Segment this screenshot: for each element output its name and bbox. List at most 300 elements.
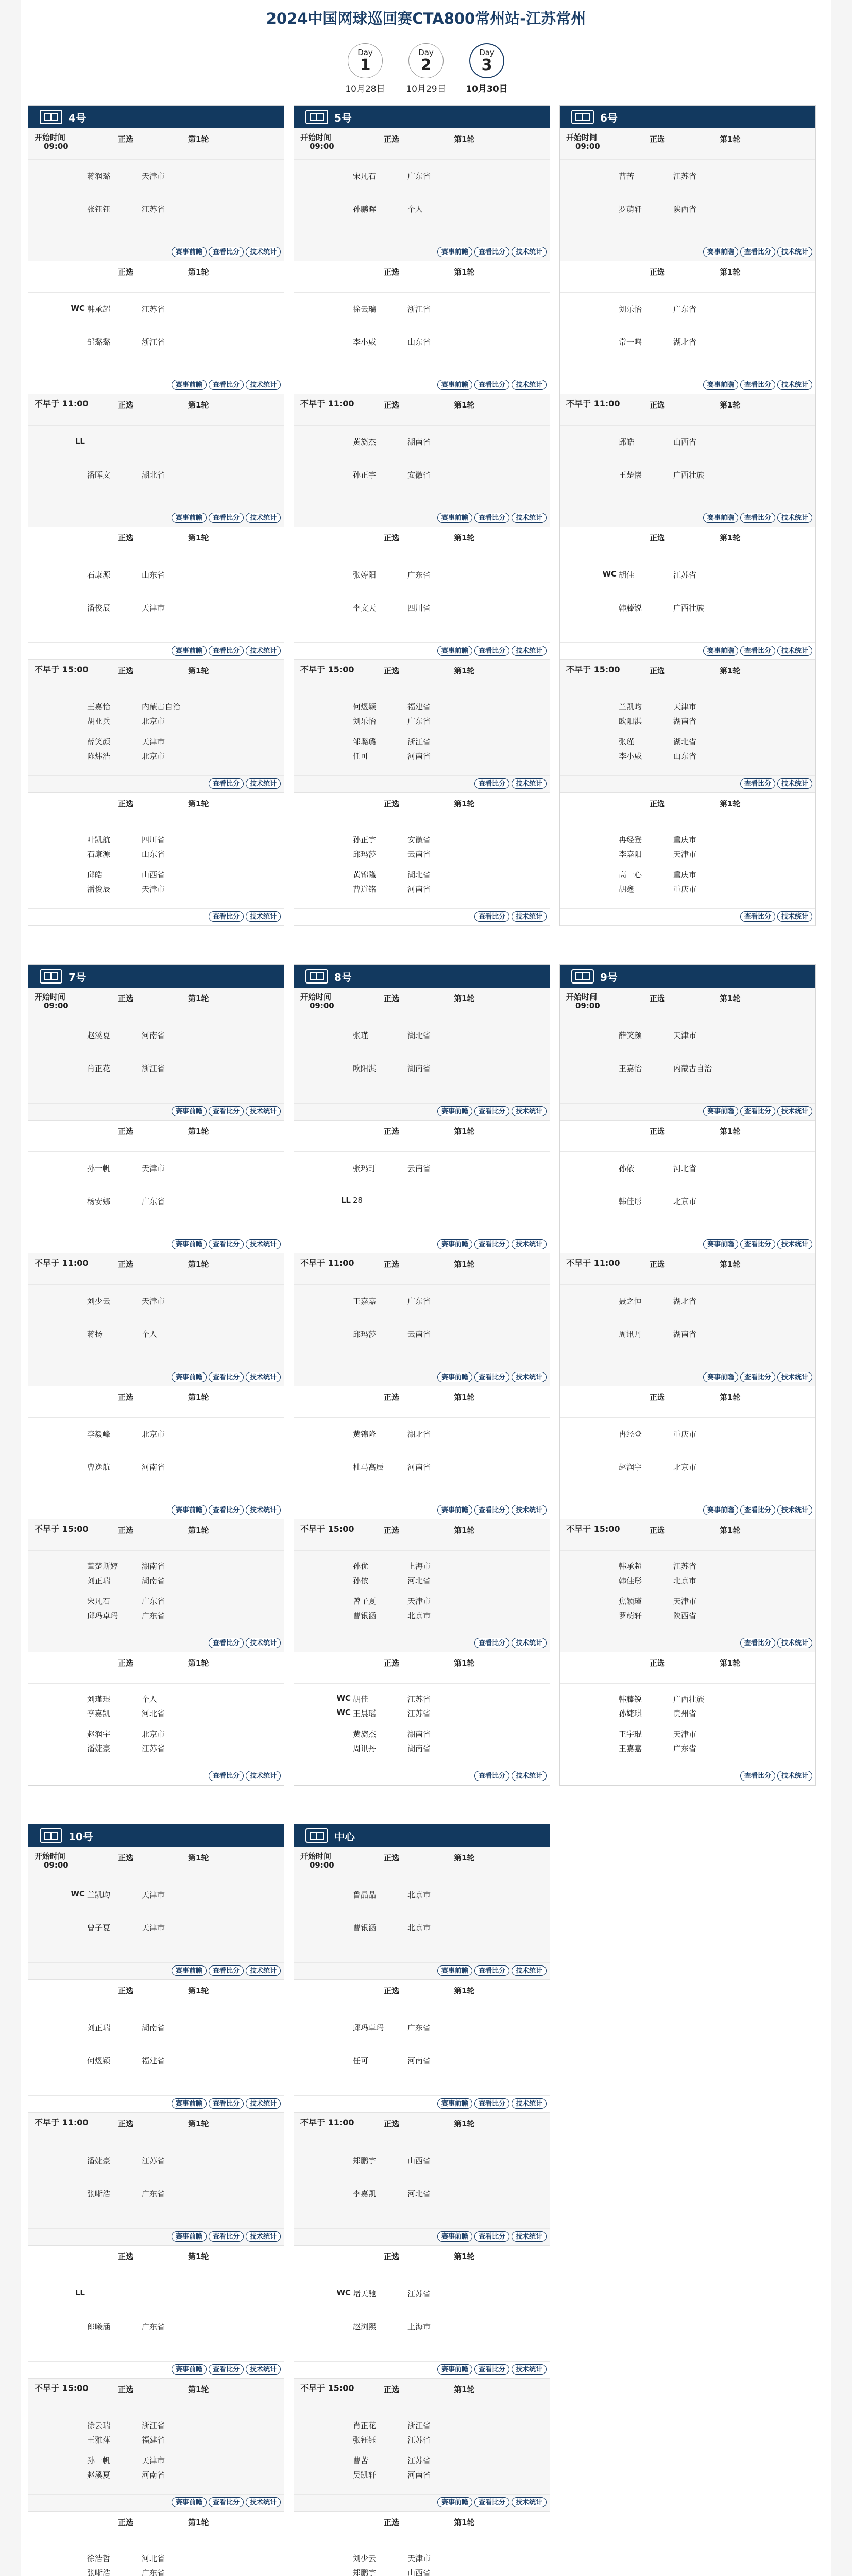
player-name[interactable]: 孙一帆 [87, 2456, 111, 2465]
player-name[interactable]: 韩佳彤 [619, 1576, 642, 1585]
tech-stats-button[interactable]: 技术统计 [512, 2231, 547, 2242]
player-name[interactable]: 周讯丹 [619, 1330, 642, 1339]
player-name[interactable]: 徐云瑞 [353, 304, 377, 314]
court-name: 5号 [334, 111, 352, 124]
tech-stats-button[interactable]: 技术统计 [512, 1638, 547, 1648]
match-actions [172, 513, 281, 523]
tech-stats-button[interactable]: 技术统计 [246, 1505, 281, 1515]
view-score-button[interactable]: 查看比分 [209, 2098, 244, 2109]
player-name[interactable]: 任可 [353, 2056, 369, 2065]
view-score-button[interactable]: 查看比分 [209, 1505, 244, 1515]
player-name[interactable]: 宋凡石 [353, 172, 377, 181]
player-name[interactable]: 邱皓 [619, 437, 635, 447]
player-name[interactable]: 张晰浩 [87, 2189, 111, 2198]
tech-stats-button[interactable]: 技术统计 [777, 380, 812, 390]
player-name[interactable]: 董楚斯婷 [87, 1562, 118, 1571]
player-name[interactable]: 胡亚兵 [87, 717, 111, 726]
match-actions [437, 2098, 547, 2109]
match-preview-button[interactable]: 赛事前瞻 [437, 1372, 472, 1382]
match-card [294, 261, 550, 394]
match-preview-button[interactable]: 赛事前瞻 [172, 2364, 207, 2375]
player-name[interactable]: 鲁晶晶 [353, 1890, 377, 1900]
player-name[interactable]: 孙正宇 [353, 470, 377, 480]
match-preview-button[interactable]: 赛事前瞻 [172, 1505, 207, 1515]
tech-stats-button[interactable]: 技术统计 [777, 1239, 812, 1249]
player-name[interactable]: 何煜颖 [87, 2056, 111, 2065]
view-score-button[interactable]: 查看比分 [209, 911, 244, 922]
tech-stats-button[interactable]: 技术统计 [512, 513, 547, 523]
tech-stats-button[interactable]: 技术统计 [512, 1106, 547, 1116]
player-name[interactable]: 王宇琨 [619, 1730, 642, 1739]
player-name[interactable]: 胡佳 [619, 570, 635, 580]
tech-stats-button[interactable]: 技术统计 [512, 380, 547, 390]
view-score-button[interactable]: 查看比分 [209, 1771, 244, 1781]
player-name[interactable]: 兰凯昀 [619, 702, 642, 711]
player-name[interactable]: 蒋润璐 [87, 172, 111, 181]
match-card [560, 1253, 815, 1386]
view-score-button[interactable]: 查看比分 [740, 646, 775, 656]
player-name[interactable]: 潘俊辰 [87, 603, 111, 613]
match-preview-button[interactable]: 赛事前瞻 [703, 1505, 738, 1515]
player-province: 江苏省 [142, 2156, 165, 2165]
tech-stats-button[interactable]: 技术统计 [246, 1965, 281, 1976]
tech-stats-button[interactable]: 技术统计 [246, 1239, 281, 1249]
player-name[interactable]: 潘婕豪 [87, 1744, 111, 1753]
player-name[interactable]: 张钰钰 [87, 205, 111, 214]
court-header [560, 965, 815, 988]
player-name[interactable]: 张婷阳 [353, 570, 377, 580]
match-preview-button[interactable]: 赛事前瞻 [172, 1965, 207, 1976]
player-name[interactable]: 赵溪夏 [87, 1031, 111, 1040]
view-score-button[interactable]: 查看比分 [209, 1372, 244, 1382]
match-actions [703, 646, 812, 656]
player-name[interactable]: 王晨瑶 [353, 1709, 377, 1718]
view-score-button[interactable]: 查看比分 [740, 1771, 775, 1781]
tech-stats-button[interactable]: 技术统计 [246, 1771, 281, 1781]
player-name[interactable]: 赵浏熙 [353, 2322, 377, 2331]
match-preview-button[interactable]: 赛事前瞻 [172, 513, 207, 523]
player-name[interactable]: 李嘉凯 [87, 1709, 111, 1718]
view-score-button[interactable]: 查看比分 [740, 380, 775, 390]
player-name[interactable]: 28 [353, 1196, 363, 1205]
match-preview-button[interactable]: 赛事前瞻 [703, 1106, 738, 1116]
match-preview-button[interactable]: 赛事前瞻 [172, 2231, 207, 2242]
match-round: 第1轮 [188, 1260, 209, 1269]
player-name[interactable]: 冉经登 [619, 1430, 642, 1439]
player-name[interactable]: 李毅峰 [87, 1430, 111, 1439]
player-name[interactable]: 徐云瑞 [87, 2421, 111, 2430]
view-score-button[interactable]: 查看比分 [740, 513, 775, 523]
player-name[interactable]: 何煜颖 [353, 702, 377, 711]
player-name[interactable]: 曹银涵 [353, 1923, 377, 1933]
players-list [294, 827, 550, 904]
view-score-button[interactable]: 查看比分 [209, 247, 244, 257]
view-score-button[interactable]: 查看比分 [740, 1239, 775, 1249]
player-name[interactable]: 邱玛莎 [353, 1330, 377, 1339]
tech-stats-button[interactable]: 技术统计 [512, 1965, 547, 1976]
player-name[interactable]: 刘正瑞 [87, 1576, 111, 1585]
match-preview-button[interactable]: 赛事前瞻 [172, 2098, 207, 2109]
tech-stats-button[interactable]: 技术统计 [777, 513, 812, 523]
divider [294, 2228, 550, 2229]
player-name[interactable]: 张瑾 [619, 737, 635, 747]
tech-stats-button[interactable]: 技术统计 [777, 1638, 812, 1648]
player-name[interactable]: 曹苦 [619, 172, 635, 181]
player-province: 福建省 [142, 2435, 165, 2445]
player-name[interactable]: 邱玛卓玛 [87, 1611, 118, 1620]
tech-stats-button[interactable]: 技术统计 [512, 646, 547, 656]
player-name[interactable]: 邱皓 [87, 870, 103, 879]
view-score-button[interactable]: 查看比分 [209, 2497, 244, 2507]
players-list [560, 694, 815, 771]
player-name[interactable]: 孙正宇 [353, 835, 377, 844]
tech-stats-button[interactable]: 技术统计 [512, 911, 547, 922]
player-name[interactable]: 韩承超 [619, 1562, 642, 1571]
match-preview-button[interactable]: 赛事前瞻 [437, 513, 472, 523]
tech-stats-button[interactable]: 技术统计 [777, 778, 812, 789]
player-name[interactable]: 罗萌轩 [619, 1611, 642, 1620]
player-name[interactable]: 韩承超 [87, 304, 111, 314]
tech-stats-button[interactable]: 技术统计 [246, 513, 281, 523]
day-tab-1[interactable] [342, 43, 389, 94]
player-name[interactable]: 薛笑颜 [87, 737, 111, 747]
player-name[interactable]: 李小威 [353, 337, 377, 347]
player-name[interactable]: 潘晖文 [87, 470, 111, 480]
match-actions [437, 247, 547, 257]
player-name[interactable]: 兰凯昀 [87, 1890, 111, 1900]
player-name[interactable]: 欧阳淇 [353, 1064, 377, 1073]
court-name: 9号 [600, 971, 618, 984]
player-name[interactable]: 张钰钰 [353, 2435, 377, 2445]
view-score-button[interactable]: 查看比分 [740, 1106, 775, 1116]
tech-stats-button[interactable]: 技术统计 [512, 778, 547, 789]
player-name[interactable]: 张晰浩 [87, 2568, 111, 2576]
player-name[interactable]: 曹道铭 [353, 885, 377, 894]
player-province: 河南省 [407, 2470, 431, 2480]
tech-stats-button[interactable]: 技术统计 [777, 1505, 812, 1515]
player-name[interactable]: 肖正花 [353, 2421, 377, 2430]
match-preview-button[interactable]: 赛事前瞻 [703, 513, 738, 523]
tech-stats-button[interactable]: 技术统计 [246, 1638, 281, 1648]
player-name[interactable]: 聂之恒 [619, 1297, 642, 1306]
player-name[interactable]: 韩佳彤 [619, 1197, 642, 1206]
view-score-button[interactable]: 查看比分 [740, 247, 775, 257]
match-preview-button[interactable]: 赛事前瞻 [172, 2497, 207, 2507]
player-name[interactable]: 石康源 [87, 570, 111, 580]
match-preview-button[interactable]: 赛事前瞻 [437, 2231, 472, 2242]
tech-stats-button[interactable]: 技术统计 [777, 911, 812, 922]
player-name[interactable]: 刘乐怡 [353, 717, 377, 726]
tech-stats-button[interactable]: 技术统计 [246, 1106, 281, 1116]
tech-stats-button[interactable]: 技术统计 [777, 1372, 812, 1382]
tech-stats-button[interactable]: 技术统计 [246, 2497, 281, 2507]
day-circle[interactable] [469, 43, 504, 78]
player-name[interactable]: 黄旖杰 [353, 437, 377, 447]
match-preview-button[interactable]: 赛事前瞻 [437, 2098, 472, 2109]
player-name[interactable]: 孙一帆 [87, 1164, 111, 1173]
match-card [294, 660, 550, 793]
divider [560, 159, 815, 160]
view-score-button[interactable]: 查看比分 [474, 1505, 509, 1515]
tech-stats-button[interactable]: 技术统计 [512, 1505, 547, 1515]
view-score-button[interactable]: 查看比分 [209, 1638, 244, 1648]
player-name[interactable]: 孙婕琪 [619, 1709, 642, 1718]
view-score-button[interactable]: 查看比分 [209, 513, 244, 523]
tech-stats-button[interactable]: 技术统计 [246, 2364, 281, 2375]
player-name[interactable]: 李小威 [619, 752, 642, 761]
player-name[interactable]: 周讯丹 [353, 1744, 377, 1753]
view-score-button[interactable]: 查看比分 [474, 911, 509, 922]
player-name[interactable]: 赵润宇 [87, 1730, 111, 1739]
player-name[interactable]: 郑鹏宇 [353, 2568, 377, 2576]
player-name[interactable]: 王雅萍 [87, 2435, 111, 2445]
match-preview-button[interactable]: 赛事前瞻 [437, 1965, 472, 1976]
tech-stats-button[interactable]: 技术统计 [512, 2497, 547, 2507]
player-province: 广东省 [142, 2568, 165, 2576]
match-preview-button[interactable]: 赛事前瞻 [437, 1106, 472, 1116]
view-score-button[interactable]: 查看比分 [474, 1372, 509, 1382]
player-name[interactable]: 杜马高辰 [353, 1463, 384, 1472]
view-score-button[interactable]: 查看比分 [209, 1106, 244, 1116]
player-name[interactable]: 肖正花 [87, 1064, 111, 1073]
match-preview-button[interactable]: 赛事前瞻 [703, 247, 738, 257]
tech-stats-button[interactable]: 技术统计 [246, 1372, 281, 1382]
start-label: 不早于 15:00 [566, 1524, 620, 1534]
view-score-button[interactable]: 查看比分 [740, 1638, 775, 1648]
match-header [560, 532, 815, 550]
player-name[interactable]: 郑鹏宇 [353, 2156, 377, 2165]
player-name[interactable]: 赵润宇 [619, 1463, 642, 1472]
tech-stats-button[interactable]: 技术统计 [246, 380, 281, 390]
match-preview-button[interactable]: 赛事前瞻 [172, 1239, 207, 1249]
player-name[interactable]: 韩藤锐 [619, 1694, 642, 1704]
player-name[interactable]: 吴凯轩 [353, 2470, 377, 2480]
player-name[interactable]: 刘少云 [353, 2554, 377, 2563]
player-name[interactable]: 张瑾 [353, 1031, 369, 1040]
day-circle[interactable] [348, 43, 383, 78]
player-name[interactable]: 王楚懐 [619, 470, 642, 480]
match-preview-button[interactable]: 赛事前瞻 [437, 1239, 472, 1249]
day-circle[interactable] [408, 43, 444, 78]
players-list [28, 1881, 284, 1958]
tech-stats-button[interactable]: 技术统计 [246, 646, 281, 656]
player-name[interactable]: 李文天 [353, 603, 377, 613]
tech-stats-button[interactable]: 技术统计 [246, 911, 281, 922]
player-name[interactable]: 刘少云 [87, 1297, 111, 1306]
view-score-button[interactable]: 查看比分 [209, 2364, 244, 2375]
player-province: 北京市 [407, 1611, 431, 1620]
player-name[interactable]: 石康源 [87, 850, 111, 859]
player-province: 贵州省 [673, 1709, 697, 1718]
tech-stats-button[interactable]: 技术统计 [512, 2364, 547, 2375]
tech-stats-button[interactable]: 技术统计 [777, 1771, 812, 1781]
player-name[interactable]: 杨安娜 [87, 1197, 111, 1206]
view-score-button[interactable]: 查看比分 [474, 778, 509, 789]
view-score-button[interactable]: 查看比分 [474, 380, 509, 390]
player-name[interactable]: 王嘉怡 [87, 702, 111, 711]
player-name[interactable]: 邱玛卓玛 [353, 2023, 384, 2032]
player-name[interactable]: 孙优 [353, 1562, 369, 1571]
player-name[interactable]: 冉经登 [619, 835, 642, 844]
view-score-button[interactable]: 查看比分 [474, 513, 509, 523]
player-name[interactable]: 李嘉阳 [619, 850, 642, 859]
player-name[interactable]: 郎曦涵 [87, 2322, 111, 2331]
player-name[interactable]: 宋凡石 [87, 1597, 111, 1606]
player-name[interactable]: 薛笑颜 [619, 1031, 642, 1040]
player-name[interactable]: 黄旖杰 [353, 1730, 377, 1739]
player-name[interactable]: 赵溪夏 [87, 2470, 111, 2480]
player-name[interactable]: 胡鑫 [619, 885, 635, 894]
players-list [28, 162, 284, 240]
player-name[interactable]: 孙依 [353, 1576, 369, 1585]
player-name[interactable]: 曾子夏 [353, 1597, 377, 1606]
player-name[interactable]: 王嘉嘉 [353, 1297, 377, 1306]
view-score-button[interactable]: 查看比分 [740, 911, 775, 922]
tech-stats-button[interactable]: 技术统计 [777, 1106, 812, 1116]
match-actions [437, 1106, 547, 1116]
view-score-button[interactable]: 查看比分 [209, 646, 244, 656]
player-name[interactable]: 黄锦隆 [353, 870, 377, 879]
match-preview-button[interactable]: 赛事前瞻 [437, 1505, 472, 1515]
match-actions [740, 1771, 812, 1781]
tech-stats-button[interactable]: 技术统计 [246, 778, 281, 789]
match-preview-button[interactable]: 赛事前瞻 [703, 1372, 738, 1382]
player-name[interactable]: 堵天驰 [353, 2289, 377, 2298]
match-card [28, 988, 284, 1121]
player-name[interactable]: 叶凯航 [87, 835, 111, 844]
divider [28, 159, 284, 160]
player-province: 河北省 [407, 2189, 431, 2198]
player-name[interactable]: 曾子夏 [87, 1923, 111, 1933]
player-name[interactable]: 任可 [353, 752, 369, 761]
view-score-button[interactable]: 查看比分 [209, 778, 244, 789]
player-name[interactable]: 刘乐怡 [619, 304, 642, 314]
view-score-button[interactable]: 查看比分 [474, 2231, 509, 2242]
court-name: 8号 [334, 971, 352, 984]
tech-stats-button[interactable]: 技术统计 [246, 247, 281, 257]
player-name[interactable]: 韩藤锐 [619, 603, 642, 613]
match-preview-button[interactable]: 赛事前瞻 [437, 2364, 472, 2375]
player-name[interactable]: 陈炜浩 [87, 752, 111, 761]
match-preview-button[interactable]: 赛事前瞻 [703, 1239, 738, 1249]
tech-stats-button[interactable]: 技术统计 [512, 1372, 547, 1382]
match-preview-button[interactable]: 赛事前瞻 [172, 1106, 207, 1116]
players-list [560, 561, 815, 638]
match-header [560, 993, 815, 1010]
view-score-button[interactable]: 查看比分 [474, 1638, 509, 1648]
view-score-button[interactable]: 查看比分 [474, 2098, 509, 2109]
tech-stats-button[interactable]: 技术统计 [246, 2098, 281, 2109]
player-province: 上海市 [407, 1562, 431, 1571]
view-score-button[interactable]: 查看比分 [474, 2364, 509, 2375]
match-preview-button[interactable]: 赛事前瞻 [172, 646, 207, 656]
player-name[interactable]: 刘正瑞 [87, 2023, 111, 2032]
player-name[interactable]: 邹璐璐 [353, 737, 377, 747]
match-round: 第1轮 [454, 1127, 475, 1136]
match-preview-button[interactable]: 赛事前瞻 [437, 380, 472, 390]
player-province: 河南省 [407, 1463, 431, 1472]
match-preview-button[interactable]: 赛事前瞻 [437, 2497, 472, 2507]
view-score-button[interactable]: 查看比分 [474, 2497, 509, 2507]
player-province: 北京市 [407, 1890, 431, 1900]
tech-stats-button[interactable]: 技术统计 [246, 2231, 281, 2242]
court-header [560, 106, 815, 128]
day-tab-2[interactable] [402, 43, 450, 94]
view-score-button[interactable]: 查看比分 [474, 247, 509, 257]
match-preview-button[interactable]: 赛事前瞻 [437, 646, 472, 656]
player-name[interactable]: 王嘉怡 [619, 1064, 642, 1073]
tech-stats-button[interactable]: 技术统计 [777, 247, 812, 257]
start-label: 开始时间 [35, 992, 66, 1002]
player-name[interactable]: 罗萌轩 [619, 205, 642, 214]
player-name[interactable]: 孙鹏晖 [353, 205, 377, 214]
match-preview-button[interactable]: 赛事前瞻 [703, 646, 738, 656]
view-score-button[interactable]: 查看比分 [474, 1771, 509, 1781]
court-matches [28, 128, 284, 926]
player-name[interactable]: 孙依 [619, 1164, 635, 1173]
player-name[interactable]: 欧阳淇 [619, 717, 642, 726]
view-score-button[interactable]: 查看比分 [474, 1239, 509, 1249]
players-list [294, 694, 550, 771]
player-seed: WC [602, 569, 617, 579]
player-name[interactable]: 邹璐璐 [87, 337, 111, 347]
player-name[interactable]: 曹逸航 [87, 1463, 111, 1472]
view-score-button[interactable]: 查看比分 [474, 646, 509, 656]
view-score-button[interactable]: 查看比分 [209, 2231, 244, 2242]
player-name[interactable]: 潘婕豪 [87, 2156, 111, 2165]
tech-stats-button[interactable]: 技术统计 [777, 646, 812, 656]
tech-stats-button[interactable]: 技术统计 [512, 1771, 547, 1781]
player-name[interactable]: 胡佳 [353, 1694, 369, 1704]
day-tab-3[interactable] [463, 43, 510, 94]
player-name[interactable]: 潘俊辰 [87, 885, 111, 894]
player-name[interactable]: 曹银涵 [353, 1611, 377, 1620]
view-score-button[interactable]: 查看比分 [474, 1106, 509, 1116]
tech-stats-button[interactable]: 技术统计 [512, 2098, 547, 2109]
view-score-button[interactable]: 查看比分 [740, 1372, 775, 1382]
player-name[interactable]: 曹苦 [353, 2456, 369, 2465]
tennis-court-icon [40, 969, 62, 984]
tech-stats-button[interactable]: 技术统计 [512, 1239, 547, 1249]
page-title: 2024中国网球巡回赛CTA800常州站-江苏常州 [266, 10, 586, 27]
match-preview-button[interactable]: 赛事前瞻 [703, 380, 738, 390]
match-actions [172, 2098, 281, 2109]
view-score-button[interactable]: 查看比分 [209, 1239, 244, 1249]
match-preview-button[interactable]: 赛事前瞻 [172, 247, 207, 257]
match-preview-button[interactable]: 赛事前瞻 [172, 380, 207, 390]
player-name[interactable]: 常一鸣 [619, 337, 642, 347]
view-score-button[interactable]: 查看比分 [209, 1965, 244, 1976]
player-name[interactable]: 王嘉嘉 [619, 1744, 642, 1753]
match-preview-button[interactable]: 赛事前瞻 [437, 247, 472, 257]
view-score-button[interactable]: 查看比分 [209, 380, 244, 390]
player-name[interactable]: 蒋扬 [87, 1330, 103, 1339]
player-name[interactable]: 李嘉凯 [353, 2189, 377, 2198]
player-province: 广东省 [673, 1744, 697, 1753]
player-name[interactable]: 黄锦隆 [353, 1430, 377, 1439]
match-preview-button[interactable]: 赛事前瞻 [172, 1372, 207, 1382]
player-name[interactable]: 徐浩哲 [87, 2554, 111, 2563]
view-score-button[interactable]: 查看比分 [740, 1505, 775, 1515]
view-score-button[interactable]: 查看比分 [740, 778, 775, 789]
player-name[interactable]: 高一心 [619, 870, 642, 879]
view-score-button[interactable]: 查看比分 [474, 1965, 509, 1976]
tech-stats-button[interactable]: 技术统计 [512, 247, 547, 257]
player-name[interactable]: 刘瑾琨 [87, 1694, 111, 1704]
player-name[interactable]: 焦颖瑾 [619, 1597, 642, 1606]
player-name[interactable]: 邱玛莎 [353, 850, 377, 859]
player-name[interactable]: 张玛玎 [353, 1164, 377, 1173]
